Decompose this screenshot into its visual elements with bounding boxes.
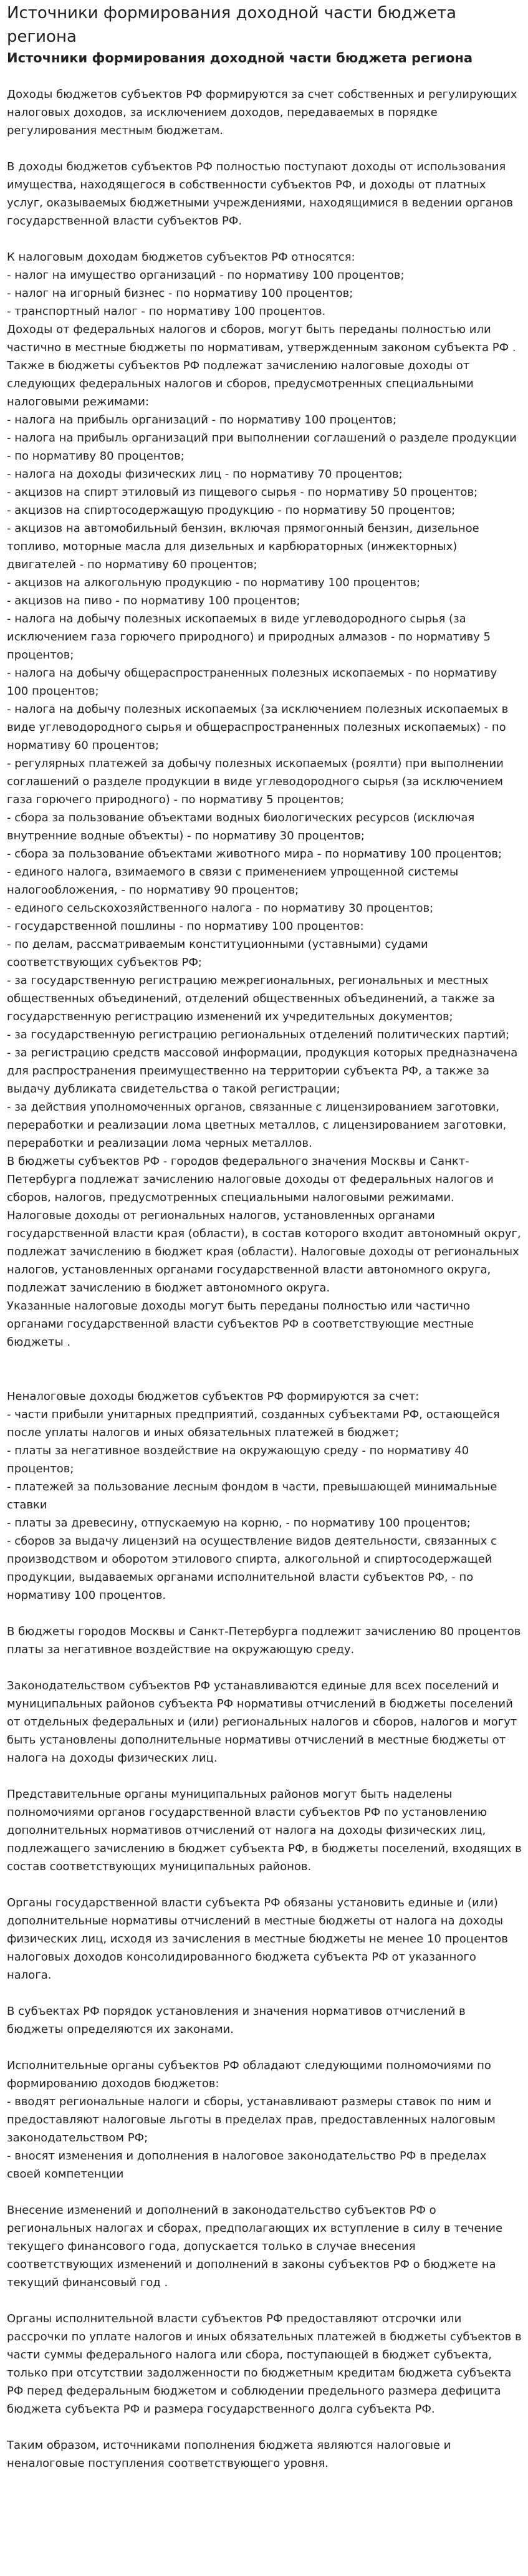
paragraph-legislation: Законодательством субъектов РФ устанавливаются единые для всех поселений и муниципальных районов субъекта РФ нормативы отчислений в бюджеты поселений от отдельных федеральных и (или) региональных налогов и сборов, налогов и могут быть установлены дополнительные нормативы отчислений в местные бюджеты от налога на доходы физических лиц. (7, 1679, 517, 1765)
paragraph-executive-powers: Исполнительные органы субъектов РФ обладают следующими полномочиями по формированию доходов бюджетов: - вводят региональные налоги и сборы, устанавливают размеры ставок по ним и предоставляют налоговые льготы в пределах прав, предоставленных налоговым законодательством РФ; - вносят изменения и дополнения в налоговое законодательство РФ в пределах своей компетенции (7, 2059, 496, 2181)
paragraph-moscow-spb: В бюджеты городов Москвы и Санкт-Петербурга подлежит зачислению 80 процентов платы за негативное воздействие на окружающую среду. (7, 1625, 521, 1656)
paragraph-representative-bodies: Представительные органы муниципальных районов могут быть наделены полномочиями органов государственной власти субъектов РФ по установлению дополнительных нормативов отчислений от налога на доходы физических лиц, подлежащего зачислению в бюджет субъекта РФ, в бюджеты поселений, входящих в состав соответствующих муниципальных районов. (7, 1788, 522, 1873)
paragraph-non-tax-revenues: Неналоговые доходы бюджетов субъектов РФ формируются за счет: - части прибыли унитарных предприятий, созданных субъектами РФ, остающейся после уплаты налогов и иных обязательных платежей в бюджет; - платы за негативное воздействие на окружающую среду - по нормативу 40 процентов; - платежей за пользование лесным фондом в части, превышающей минимальные ставки - платы за древесину, отпускаемую на корню, - по нормативу 100 процентов; - сборов за выдачу лицензий на осуществление видов деятельности, связанных с производством и оборотом этилового спирта, алкогольной и спиртосодержащей продукции, выдаваемых органами исполнительной власти субъектов РФ, - по нормативу 100 процентов. (7, 1390, 500, 1602)
article-heading: Источники формирования доходной части бюджета региона (7, 51, 473, 65)
paragraph-tax-revenues: К налоговым доходам бюджетов субъектов РФ относятся: - налог на имущество организаций - по нормативу 100 процентов; - налог на игорный бизнес - по нормативу 100 процентов; - транспортный налог - по нормативу 100 процентов. Доходы от федеральных налогов и сборов, могут быть переданы полностью или частично в местные бюджеты по нормативам, утвержденным законом субъекта РФ . Также в бюджеты субъектов РФ подлежат зачислению налоговые доходы от следующих федеральных налогов и сборов, предусмотренных специальными налоговыми режимами: - налога на прибыль организаций - по нормативу 100 процентов; - налога на прибыль организаций при выполнении соглашений о разделе продукции - по нормативу 80 процентов; - налога на доходы физических лиц - по нормативу 70 процентов; - акцизов на спирт этиловый из пищевого сырья - по нормативу 50 процентов; - акцизов на спиртосодержащую продукцию - по нормативу 50 процентов; - акцизов на автомобильный бензин, включая прямогонный бензин, дизельное топливо, моторные масла для дизельных и карбюраторных (инжекторных) двигателей - по нормативу 60 процентов; - акцизов на алкогольную продукцию - по нормативу 100 процентов; - акцизов на пиво - по нормативу 100 процентов; - налога на добычу полезных ископаемых в виде углеводородного сырья (за исключением газа горючего природного) и природных алмазов - по нормативу 5 процентов; - налога на добычу общераспространенных полезных ископаемых - по нормативу 100 процентов; - налога на добычу полезных ископаемых (за исключением полезных ископаемых в виде углеводородного сырья и общераспространенных полезных ископаемых) - по нормативу 60 процентов; - регулярных платежей за добычу полезных ископаемых (роялти) при выполнении соглашений о разделе продукции в виде углеводородного сырья (за исключением газа горючего природного) - по нормативу 5 процентов; - сбора за пользование объектами водных биологических ресурсов (исключая внутренние водные объекты) - по нормативу 30 процентов; - сбора за пользование объектами животного мира - по нормативу 100 процентов; - единого налога, взимаемого в связи с применением упрощенной системы налогообложения, - по нормативу 90 процентов; - единого сельскохозяйственного налога - по нормативу 30 процентов; - государственной пошлины - по нормативу 100 процентов: - по делам, рассматриваемым конституционными (уставными) судами соответствующих субъектов РФ; - за государственную регистрацию межрегиональных, региональных и местных общественных объединений, отделений общественных объединений, а также за государственную регистрацию изменений их учредительных документов; - за государственную регистрацию региональных отделений политических партий; - за регистрацию средств массовой информации, продукция которых предназначена для распространения преимущественно на территории субъекта РФ, а также за выдачу дубликата свидетельства о такой регистрации; - за действия уполномоченных органов, связанные с лицензированием заготовки, переработки и реализации лома цветных металлов, с лицензированием заготовки, переработки и реализации лома черных металлов. В бюджеты субъектов РФ - городов федерального значения Москвы и Санкт-Петербурга подлежат зачислению налоговые доходы от федеральных налогов и сборов, налогов, предусмотренных специальными налоговыми режимами. Налоговые доходы от региональных налогов, установленных органами государственной власти края (области), в состав которого входит автономный округ, подлежат зачислению в бюджет края (области). Налоговые доходы от региональных налогов, установленных органами государственной власти автономного округа, подлежат зачислению в бюджет автономного округа. Указанные налоговые доходы могут быть переданы полностью или частично органами государственной власти субъектов РФ в соответствующие местные бюджеты . (7, 251, 521, 1349)
paragraph-conclusion: Таким образом, источниками пополнения бюджета являются налоговые и неналоговые поступления соответствующего уровня. (7, 2439, 451, 2470)
spacer (7, 67, 522, 85)
paragraph-amendments: Внесение изменений и дополнений в законодательство субъектов РФ о региональных налогах и сборах, предполагающих их вступление в силу в течение текущего финансового года, допускается только в случае внесения соответствующих изменений и дополнений в законы субъектов РФ о бюджете на текущий финансовый год . (7, 2204, 503, 2289)
paragraph-property-income: В доходы бюджетов субъектов РФ полностью поступают доходы от использования имущества, находящегося в собственности субъектов РФ, и доходы от платных услуг, оказываемых бюджетными учреждениями, находящимися в ведении органов государственной власти субъектов РФ. (7, 160, 514, 228)
page-title: Источники формирования доходной части бюджета региона (7, 4, 457, 46)
paragraph-procedure: В субъектах РФ порядок установления и значения нормативов отчислений в бюджеты определяются их законами. (7, 2005, 466, 2036)
paragraph-deferrals: Органы исполнительной власти субъектов РФ предоставляют отсрочки или рассрочки по уплате налогов и иных обязательных платежей в бюджеты субъектов в части суммы федерального налога или сбора, поступающей в бюджет субъекта, только при отсутствии задолженности по бюджетным кредитам бюджета субъекта РФ перед федеральным бюджетом и соблюдении предельного размера дефицита бюджета субъекта РФ и размера государственного долга субъекта РФ. (7, 2312, 522, 2416)
paragraph-intro: Доходы бюджетов субъектов РФ формируются за счет собственных и регулирующих налоговых доходов, за исключением доходов, передаваемых в порядке регулирования местным бюджетам. (7, 88, 517, 137)
paragraph-state-bodies: Органы государственной власти субъекта РФ обязаны установить единые и (или) дополнительные нормативы отчислений в местные бюджеты от налога на доходы физических лиц, исходя из зачисления в местные бюджеты не менее 10 процентов налоговых доходов консолидированного бюджета субъекта РФ от указанного налога. (7, 1896, 508, 1982)
